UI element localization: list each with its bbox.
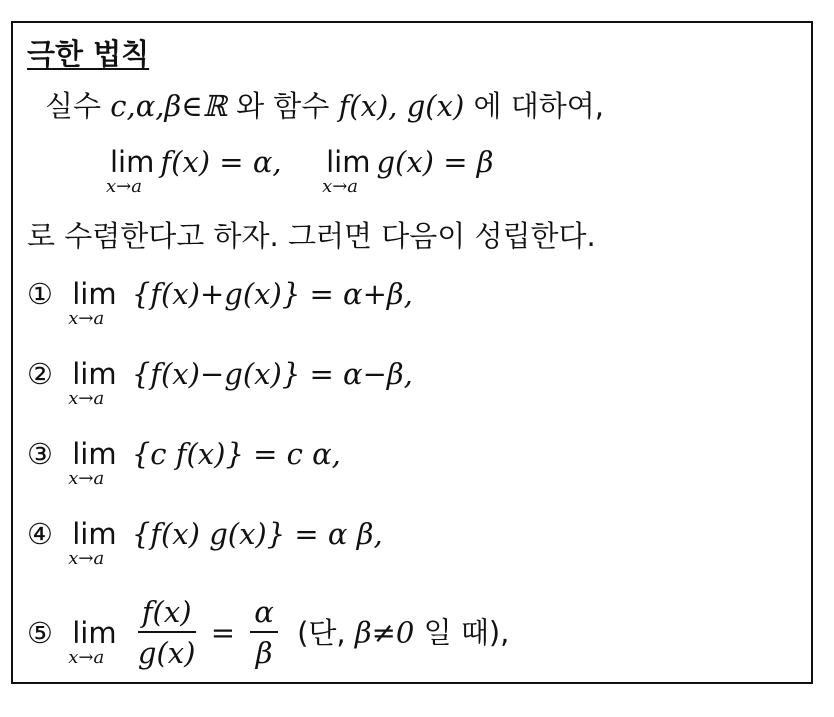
intro-prefix: 실수 [45,89,102,123]
lim-subscript: x→a [68,548,105,569]
lim-word: lim [110,145,155,179]
lim-word: lim [72,357,117,391]
fraction-denominator: β [255,636,273,670]
intro-suffix: 에 대하여, [473,89,604,123]
fraction-fg [137,595,196,670]
given-limits-line [106,145,494,197]
rule-1 [27,277,413,329]
lim-word: lim [72,277,117,311]
lim-word: lim [72,517,117,551]
rule-3 [27,437,341,489]
limit [68,517,117,569]
limit-g [322,145,371,197]
fraction-numerator: α [250,598,278,633]
rule-4 [27,517,383,569]
lim-subscript: x→a [68,308,105,329]
intro-middle: 와 함수 [236,89,330,123]
limit [68,615,117,668]
fraction-alpha-beta [250,595,278,670]
lim-word: lim [72,615,117,650]
rule-expression: {f(x)−g(x)} = α−β, [131,357,413,391]
fraction-denominator: g(x) [137,636,196,670]
rule-number: ⑤ [27,615,53,650]
lim-subscript: x→a [322,176,359,197]
lim-word: lim [326,145,371,179]
limit [68,437,117,489]
condition-expression: β≠0 [354,615,415,650]
limit-f-expr: f(x) = α, [160,145,282,179]
rule-expression: {f(x)+g(x)} = α+β, [131,277,413,311]
rule-5 [27,595,510,670]
limit [68,357,117,409]
lim-subscript: x→a [68,468,105,489]
limit-g-expr: g(x) = β [376,145,494,179]
fraction-numerator: f(x) [138,598,196,633]
rule-number: ② [27,357,53,391]
rule-2 [27,357,413,409]
intro-line [45,89,604,123]
lim-subscript: x→a [68,388,105,409]
intro-funcs: f(x), g(x) [338,89,465,123]
rule-number: ③ [27,437,53,471]
equals-sign: = [210,615,236,650]
rule-expression: {f(x) g(x)} = α β, [131,517,383,551]
lim-subscript: x→a [106,176,142,197]
rule-expression: {c f(x)} = c α, [131,437,341,471]
condition-close: 일 때), [423,615,510,650]
page-title: 극한 법칙 [27,37,150,71]
limit [68,277,117,329]
lim-word: lim [72,437,117,471]
intro-vars: c,α,β∈ℝ [110,89,227,123]
rule-number: ④ [27,517,53,551]
rule-number: ① [27,277,53,311]
lim-subscript: x→a [68,646,105,668]
limit-f [106,145,155,197]
condition-open: (단, [297,615,346,650]
converge-text: 로 수렴한다고 하자. 그러면 다음이 성립한다. [27,219,596,253]
